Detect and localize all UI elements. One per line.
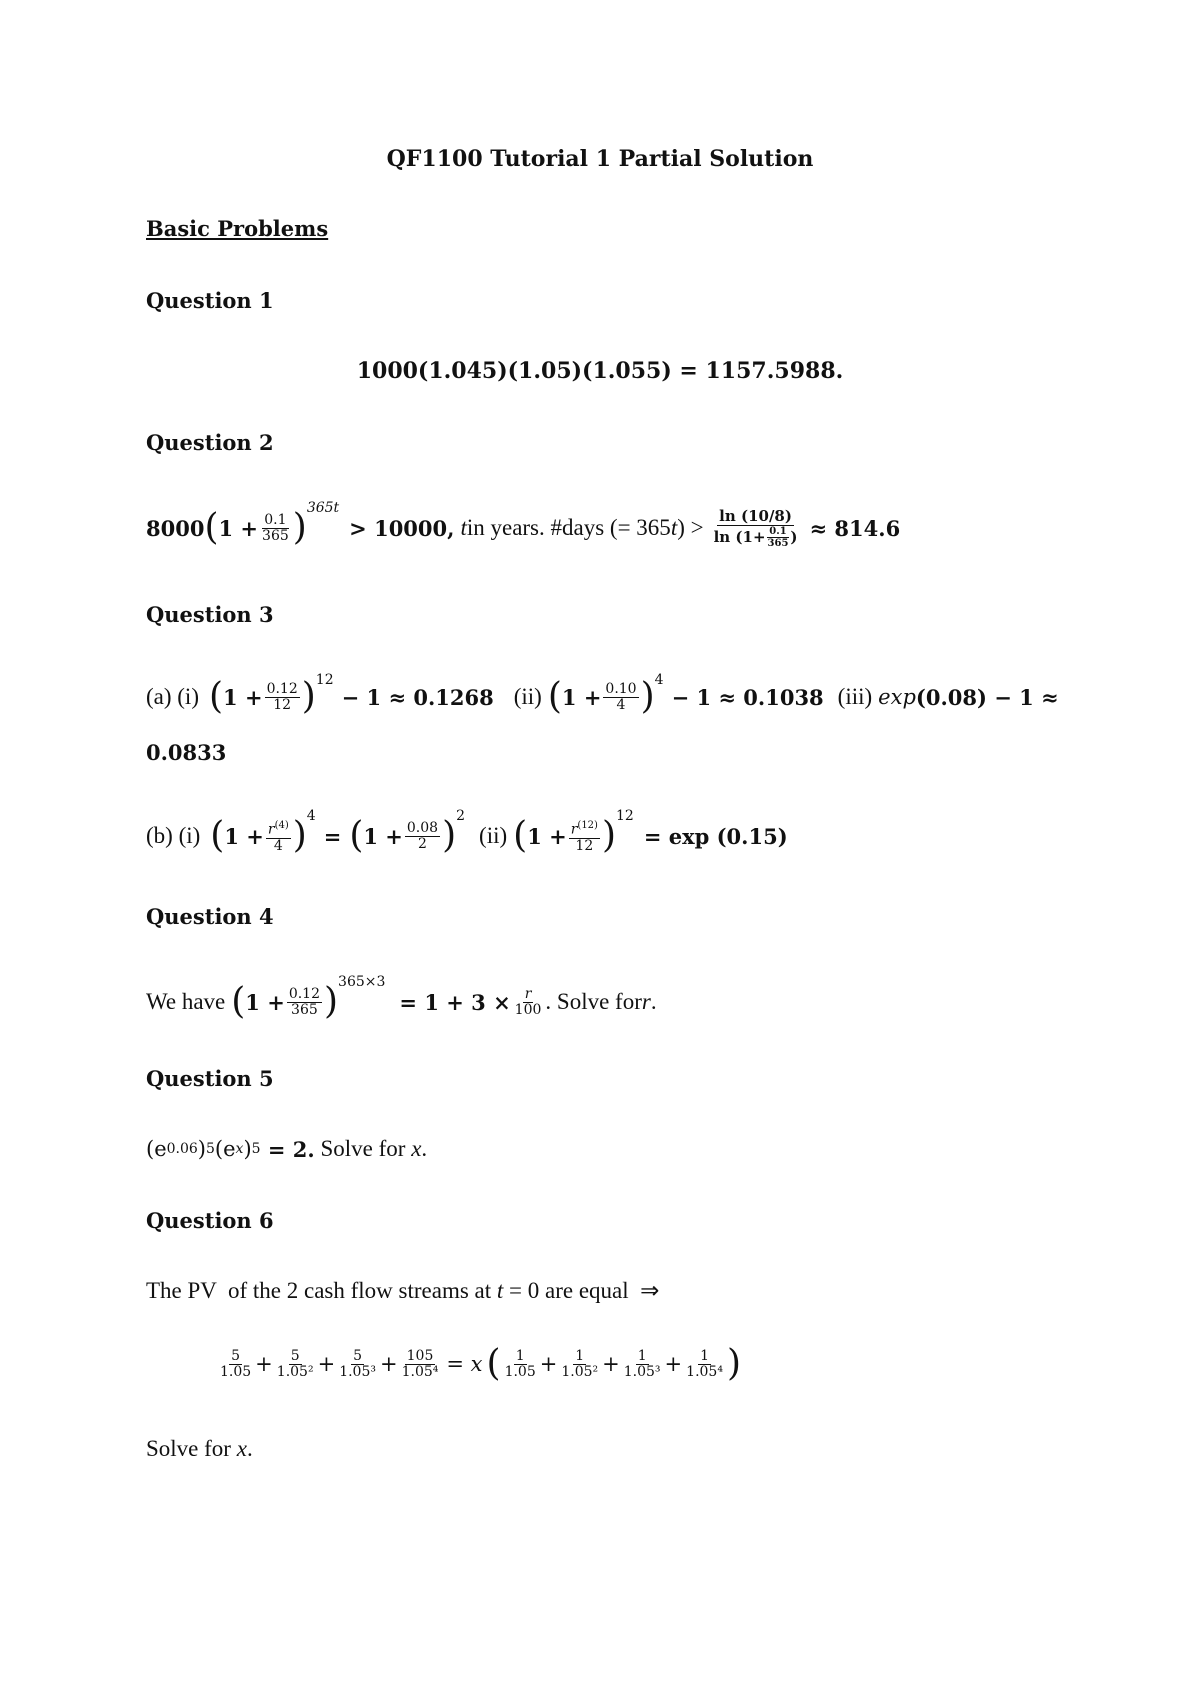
- q6-rhs-term-1: $\frac{1}{1.05}$: [504, 1347, 536, 1380]
- q3a2-label: (ii): [513, 684, 542, 709]
- q3b1r-fraction: [405, 821, 440, 852]
- question-4-equation: We have ( 1 + $\frac{0.12}{365}$ ) $^{365\times 3}$ = 1 + 3 × $\frac{r}{100}$ . Solve for r .: [146, 974, 657, 1022]
- q6-var: x: [236, 1436, 247, 1461]
- q2-one-plus: 1 +: [218, 515, 259, 541]
- q4-fraction: [287, 987, 322, 1018]
- q6-plus: +: [379, 1352, 398, 1376]
- q4-r-num: r: [524, 985, 532, 1002]
- question-2-heading: Question 2: [146, 430, 274, 455]
- q6-lhs-term-2: $\frac{5}{\text{1.05²}}$: [276, 1347, 314, 1380]
- q6-lhs-term-3: $\frac{5}{\text{1.05³}}$: [339, 1347, 376, 1380]
- q5-end: .: [421, 1136, 428, 1161]
- q3b1-eq: =: [323, 823, 342, 849]
- q5-eq-c-sup: x: [235, 1141, 244, 1157]
- question-6-solve: [146, 1436, 253, 1462]
- q3a1-exp: 12: [315, 672, 334, 688]
- q3a1-fraction: [265, 682, 300, 713]
- q2-ratio-fraction: [712, 508, 800, 549]
- q4-num: 0.12: [288, 985, 320, 1002]
- q3b1-num: r: [267, 821, 275, 838]
- section-heading: Basic Problems: [146, 216, 329, 241]
- q5-var: x: [411, 1136, 422, 1161]
- question-1-heading: Question 1: [146, 288, 274, 313]
- q4-r-den: 100: [514, 1001, 542, 1018]
- q4-we-have: We have: [146, 989, 226, 1014]
- q3a2-num: 0.10: [605, 680, 637, 697]
- q3a1-result: − 1 ≈ 0.1268: [341, 684, 494, 710]
- q5-eq-e: = 2.: [260, 1136, 315, 1162]
- q3b-label: (b) (i): [146, 823, 201, 848]
- q2-t2: t: [670, 515, 678, 540]
- q6-plus: +: [255, 1352, 273, 1376]
- q3b2-num: r: [570, 821, 578, 838]
- q3b1r-den: 2: [418, 835, 427, 852]
- q5-eq-b-sup: 5: [206, 1141, 215, 1157]
- q3b1r-num: 0.08: [406, 819, 439, 836]
- question-3a-equation: (a) (i) ( 1 + $\frac{0.12}{12}$ ) $^{12}$ − 1 ≈ 0.1268 (ii) ( 1 + $\frac{0.10}{4}$ ) $^4$ − 1 ≈ 0.1038 (iii) exp (0.08) − 1 ≈: [146, 672, 1059, 717]
- q2-rate-num: 0.1: [264, 511, 287, 528]
- q3b2-result: = exp (0.15): [643, 823, 788, 849]
- q3b1-sup: (4): [274, 820, 289, 832]
- question-2-equation: [146, 500, 900, 556]
- q3b1-fraction: [266, 818, 291, 854]
- question-3a-value: 0.0833: [146, 740, 227, 765]
- q3b2-exp: 12: [616, 808, 634, 824]
- question-3b-equation: (b) (i) ( 1 + $\frac{r^{(4)}}{4}$ ) $^4$ = ( 1 + $\frac{0.08}{2}$ ) $^2$ (ii) ( 1 + $\frac{r^{(12)}}{12}$ ) $^{12}$ = exp (0.15): [146, 808, 788, 856]
- q3b1-exp: 4: [306, 808, 316, 824]
- q6-lhs-term-1: $\frac{5}{1.05}$: [220, 1347, 252, 1380]
- q6-statement-b: = 0 are equal ⇒: [503, 1278, 660, 1303]
- q2-close-paren: ): [292, 507, 307, 548]
- q4-solve: . Solve for: [545, 989, 642, 1014]
- q2-ratio-inner-den: 365: [767, 537, 789, 549]
- q2-rate-den: 365: [262, 527, 289, 544]
- q3a3-result: (0.08) − 1 ≈: [915, 684, 1059, 710]
- q6-plus: +: [664, 1352, 683, 1376]
- q4-var: r: [641, 989, 651, 1014]
- q5-eq-d: ): [243, 1137, 252, 1161]
- q2-gt: > 10000,: [349, 515, 455, 541]
- q2-t: t: [460, 515, 467, 540]
- q2-ratio-inner-fraction: [766, 526, 791, 549]
- q6-rhs-term-4: $\frac{1}{\text{1.05⁴}}$: [686, 1347, 723, 1380]
- question-6-equation: $\frac{5}{1.05}$ + $\frac{5}{\text{1.05²}}$ + $\frac{5}{\text{1.05³}}$ + $\frac{105}{\text{1.05⁴}}$ = x ( $\frac{1}{1.05}$ + $\frac{1}{\text{1.05²}}$ + $\frac{1}{\text{1.05³}}$ + $\frac{1}{\text{1.05⁴}}$ ): [220, 1343, 741, 1384]
- q3b1-den: 4: [273, 837, 283, 854]
- q5-eq-a-sup: 0.06: [166, 1141, 198, 1157]
- q2-approx: ≈ 814.6: [809, 515, 901, 541]
- q5-eq-b: ): [197, 1137, 206, 1161]
- q3a1-den: 12: [273, 696, 292, 713]
- q2-ratio-den-a: ln (1+: [713, 527, 766, 546]
- q6-plus: +: [317, 1352, 336, 1376]
- q6-lhs-term-4: $\frac{105}{\text{1.05⁴}}$: [401, 1347, 439, 1380]
- q2-ratio-inner-num: 0.1: [769, 525, 787, 537]
- q5-eq-d-sup: 5: [251, 1141, 261, 1157]
- q3a3-label: (iii): [837, 684, 873, 709]
- question-5-heading: Question 5: [146, 1066, 274, 1091]
- q6-end: .: [246, 1436, 253, 1461]
- q3a-label: (a) (i): [146, 684, 199, 709]
- q6-rhs-term-3: $\frac{1}{\text{1.05³}}$: [623, 1347, 661, 1380]
- q3a2-result: − 1 ≈ 0.1038: [671, 684, 824, 710]
- q3b1r-exp: 2: [456, 808, 466, 824]
- q3a2-den: 4: [616, 696, 626, 713]
- question-6-statement: [146, 1278, 659, 1304]
- q5-eq-c: (e: [214, 1137, 236, 1161]
- q2-open-paren: (: [204, 507, 219, 548]
- q2-rate-fraction: [260, 513, 291, 544]
- q2-principal: 8000: [146, 515, 205, 541]
- q3a2-fraction: [603, 682, 638, 713]
- q4-end: .: [650, 989, 657, 1014]
- q2-ratio-den-b: ): [790, 527, 798, 546]
- q4-den: 365: [291, 1001, 318, 1018]
- q3b2-den: 12: [575, 837, 594, 854]
- q3a2-exp: 4: [654, 672, 664, 688]
- q2-ratio-den: [712, 526, 800, 549]
- q5-eq-a: (e: [146, 1137, 167, 1161]
- q4-exp: 365×3: [338, 974, 386, 990]
- question-3-heading: Question 3: [146, 602, 274, 627]
- q2-exponent: 365t: [306, 500, 340, 516]
- q6-rhs-term-2: $\frac{1}{\text{1.05²}}$: [561, 1347, 599, 1380]
- document-title: QF1100 Tutorial 1 Partial Solution: [386, 146, 814, 172]
- question-5-equation: [146, 1136, 427, 1162]
- q2-close: ) >: [677, 515, 704, 540]
- q3b2-fraction: [569, 818, 600, 854]
- q5-solve: Solve for: [314, 1136, 412, 1161]
- q3a3-expr: exp: [878, 685, 916, 709]
- q6-statement-a: The PV of the 2 cash flow streams at: [146, 1278, 497, 1303]
- q6-plus: +: [602, 1352, 620, 1376]
- q2-in-years: in years. #days (= 365: [466, 515, 671, 540]
- q2-ratio-num: ln (10/8): [719, 506, 792, 525]
- q4-eq: = 1 + 3 ×: [399, 989, 511, 1015]
- question-4-heading: Question 4: [146, 904, 274, 929]
- q4-r-fraction: [513, 987, 544, 1018]
- q6-statement-t: t: [496, 1278, 504, 1303]
- question-1-equation: 1000(1.045)(1.05)(1.055) = 1157.5988.: [356, 358, 844, 384]
- q6-solve: Solve for: [146, 1436, 237, 1461]
- q6-eq-x: = x: [446, 1352, 483, 1376]
- q3a1-num: 0.12: [266, 680, 298, 697]
- q6-plus: +: [539, 1352, 558, 1376]
- question-6-heading: Question 6: [146, 1208, 274, 1233]
- q3b2-sup: (12): [577, 820, 598, 832]
- q3b2-label: (ii): [479, 823, 508, 848]
